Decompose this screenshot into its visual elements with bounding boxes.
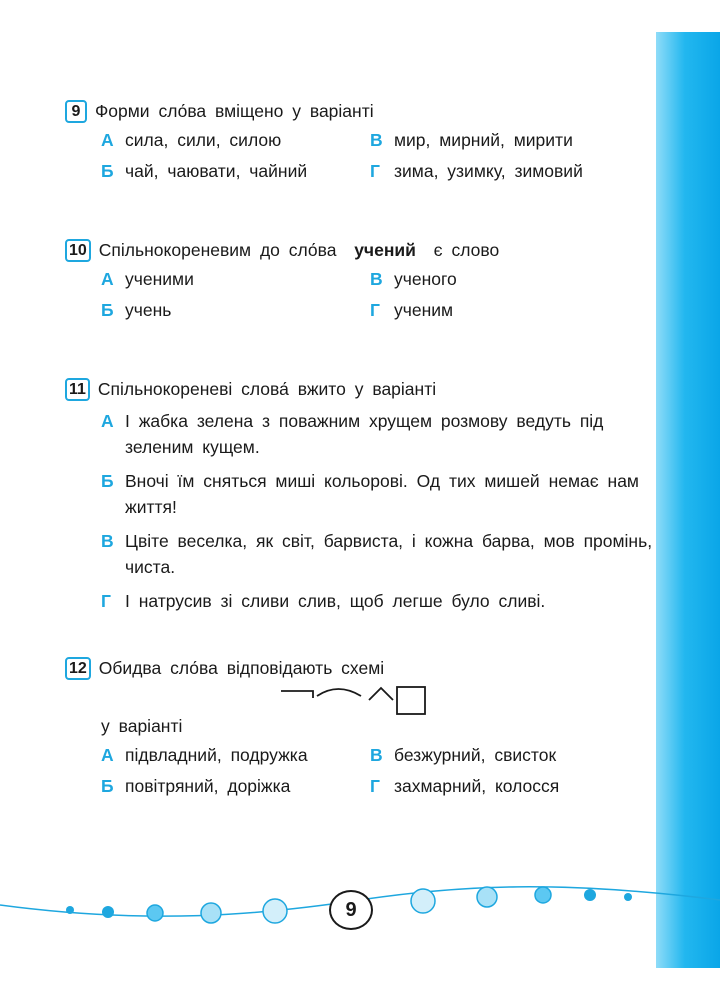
- task-number-badge: 12: [65, 657, 91, 680]
- option-text: зима, узимку, зимовий: [394, 161, 583, 181]
- option-text: І натрусив зі сливи слив, щоб легше було сливі.: [125, 591, 546, 611]
- option-v[interactable]: [65, 528, 675, 580]
- option-h[interactable]: [370, 300, 453, 321]
- prefix-symbol: [281, 691, 313, 698]
- task-12: [65, 653, 655, 807]
- question-keyword: учений: [354, 239, 416, 260]
- option-letter: Б: [101, 776, 114, 796]
- task-11-question: [65, 374, 655, 404]
- option-a[interactable]: [101, 130, 281, 151]
- word-scheme-diagram: [275, 683, 475, 719]
- option-letter: А: [101, 130, 114, 150]
- option-text: учень: [125, 300, 172, 320]
- question-text: Спільнокореневі слова́ вжито у варіанті: [97, 378, 437, 399]
- task-10: [65, 235, 655, 331]
- footer-dot: [477, 887, 497, 907]
- option-text: ученими: [125, 269, 194, 289]
- option-text: захмарний, колосся: [394, 776, 560, 796]
- task-number-badge: 10: [65, 239, 91, 262]
- task-number-badge: 11: [65, 378, 90, 401]
- question-text-before: Спільнокореневим до сло́ва: [98, 239, 337, 260]
- option-h[interactable]: [65, 588, 675, 614]
- option-v[interactable]: [370, 745, 556, 766]
- task-9: [65, 96, 655, 192]
- option-letter: Б: [101, 161, 114, 181]
- task-12-question: [65, 653, 655, 683]
- option-text: Вночі їм сняться миші кольорові. Од тих мишей немає нам життя!: [125, 471, 639, 517]
- task-9-question: [65, 96, 655, 126]
- option-a[interactable]: [101, 745, 308, 766]
- option-text: І жабка зелена з поважним хрущем розмову ведуть під зеленим кущем.: [125, 411, 604, 457]
- footer-dot: [584, 889, 596, 901]
- option-text: безжурний, свисток: [394, 745, 557, 765]
- option-letter: Г: [370, 300, 380, 320]
- footer-dot: [263, 899, 287, 923]
- option-letter: Г: [370, 161, 380, 181]
- option-text: ученого: [394, 269, 457, 289]
- footer-dot: [201, 903, 221, 923]
- option-text: повітряний, доріжка: [125, 776, 291, 796]
- option-letter: А: [101, 411, 114, 431]
- question-text: Форми сло́ва вміщено у варіанті: [95, 100, 374, 121]
- question-text-after: є слово: [433, 239, 500, 260]
- task-12-options: [65, 741, 655, 807]
- option-letter: Б: [101, 300, 114, 320]
- option-letter: Б: [101, 471, 114, 491]
- option-h[interactable]: [370, 161, 583, 182]
- option-b[interactable]: [65, 468, 675, 520]
- option-letter: В: [370, 130, 383, 150]
- task-9-options: [65, 126, 655, 192]
- option-text: Цвіте веселка, як світ, барвиста, і кожна барва, мов промінь, чиста.: [125, 531, 653, 577]
- footer-dot: [411, 889, 435, 913]
- option-letter: А: [101, 745, 114, 765]
- ending-symbol: [397, 687, 425, 714]
- option-text: сила, сили, силою: [125, 130, 282, 150]
- option-a[interactable]: [101, 269, 194, 290]
- option-h[interactable]: [370, 776, 559, 797]
- option-letter: Г: [101, 591, 111, 611]
- option-letter: Г: [370, 776, 380, 796]
- page-number: 9: [329, 890, 373, 930]
- option-text: чай, чаювати, чайний: [125, 161, 308, 181]
- footer-dot: [66, 906, 74, 914]
- option-v[interactable]: [370, 130, 573, 151]
- option-letter: В: [101, 531, 114, 551]
- task-number-badge: 9: [65, 100, 87, 123]
- suffix-symbol: [369, 688, 393, 700]
- option-text: підвладний, подружка: [125, 745, 308, 765]
- option-b[interactable]: [101, 300, 171, 321]
- option-letter: В: [370, 269, 383, 289]
- footer-dot: [102, 906, 114, 918]
- task-10-options: [65, 265, 655, 331]
- option-text: мир, мирний, мирити: [394, 130, 573, 150]
- option-b[interactable]: [101, 776, 290, 797]
- option-letter: В: [370, 745, 383, 765]
- question-tail-text: у варіанті: [101, 715, 183, 736]
- root-symbol: [317, 689, 361, 696]
- task-10-question: [65, 235, 655, 265]
- question-text: Обидва сло́ва відповідають схемі: [98, 657, 385, 678]
- option-a[interactable]: [65, 408, 675, 460]
- task-11: [65, 374, 655, 622]
- option-text: ученим: [394, 300, 454, 320]
- footer-dot: [147, 905, 163, 921]
- option-v[interactable]: [370, 269, 457, 290]
- footer-dot: [624, 893, 632, 901]
- option-letter: А: [101, 269, 114, 289]
- option-b[interactable]: [101, 161, 307, 182]
- footer-dot: [535, 887, 551, 903]
